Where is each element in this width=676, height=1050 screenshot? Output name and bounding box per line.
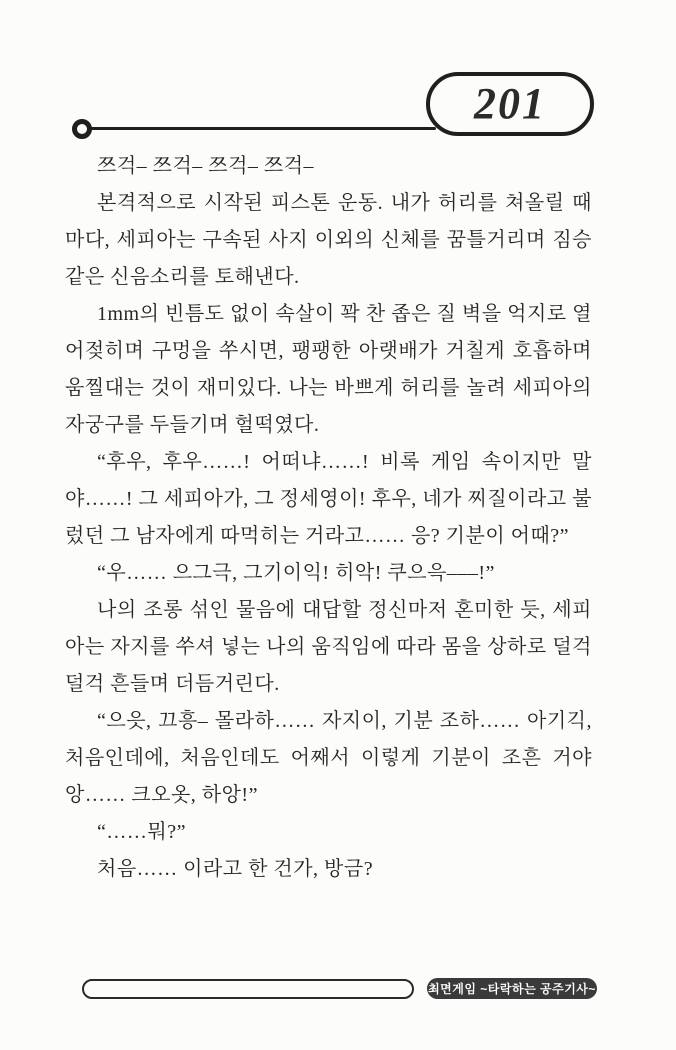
page-number: 201	[474, 78, 546, 128]
paragraph: 1mm의 빈틈도 없이 속살이 꽉 찬 좁은 질 벽을 억지로 열어젖히며 구멍을 쑤시면, 팽팽한 아랫배가 거칠게 호흡하며 움찔대는 것이 재미있다. 나는 바쁘게 허리를 놀려 세피아의 자궁구를 두들기며 헐떡였다.	[65, 303, 592, 436]
paragraph: 나의 조롱 섞인 물음에 대답할 정신마저 혼미한 듯, 세피아는 자지를 쑤셔 넣는 나의 움직임에 따라 몸을 상하로 덜걱덜걱 흔들며 더듬거린다.	[65, 599, 592, 695]
footer-rule-pill	[82, 979, 414, 999]
paragraph: “으읏, 끄흥– 몰라하…… 자지이, 기분 조하…… 아기긱, 처음인데에, 처음인데도 어째서 이렇게 기분이 조흔 거야앙…… 크오옷, 하앙!”	[65, 710, 592, 806]
paragraph: “후우, 후우……! 어떠냐……! 비록 게임 속이지만 말야……! 그 세피아가, 그 정세영이! 후우, 네가 찌질이라고 불렀던 그 남자에게 따먹히는 거라고…… 응? 기분이 어때?”	[65, 451, 592, 547]
header-rule	[90, 127, 436, 130]
paragraph: 처음…… 이라고 한 건가, 방금?	[97, 858, 374, 880]
paragraph: “우…… 으그극, 그기이익! 히악! 쿠으윽–––!”	[97, 562, 495, 584]
header-ring-icon	[72, 119, 92, 139]
paragraph: “……뭐?”	[97, 821, 186, 843]
paragraph: 쯔걱– 쯔걱– 쯔걱– 쯔걱–	[97, 155, 315, 177]
book-title-badge: 최면게임 ~타락하는 공주기사~	[427, 978, 597, 999]
paragraph: 본격적으로 시작된 피스톤 운동. 내가 허리를 쳐올릴 때마다, 세피아는 구속된 사지 이외의 신체를 꿈틀거리며 짐승 같은 신음소리를 토해낸다.	[65, 192, 592, 288]
body-text	[65, 148, 592, 888]
page-number-badge	[426, 72, 594, 136]
